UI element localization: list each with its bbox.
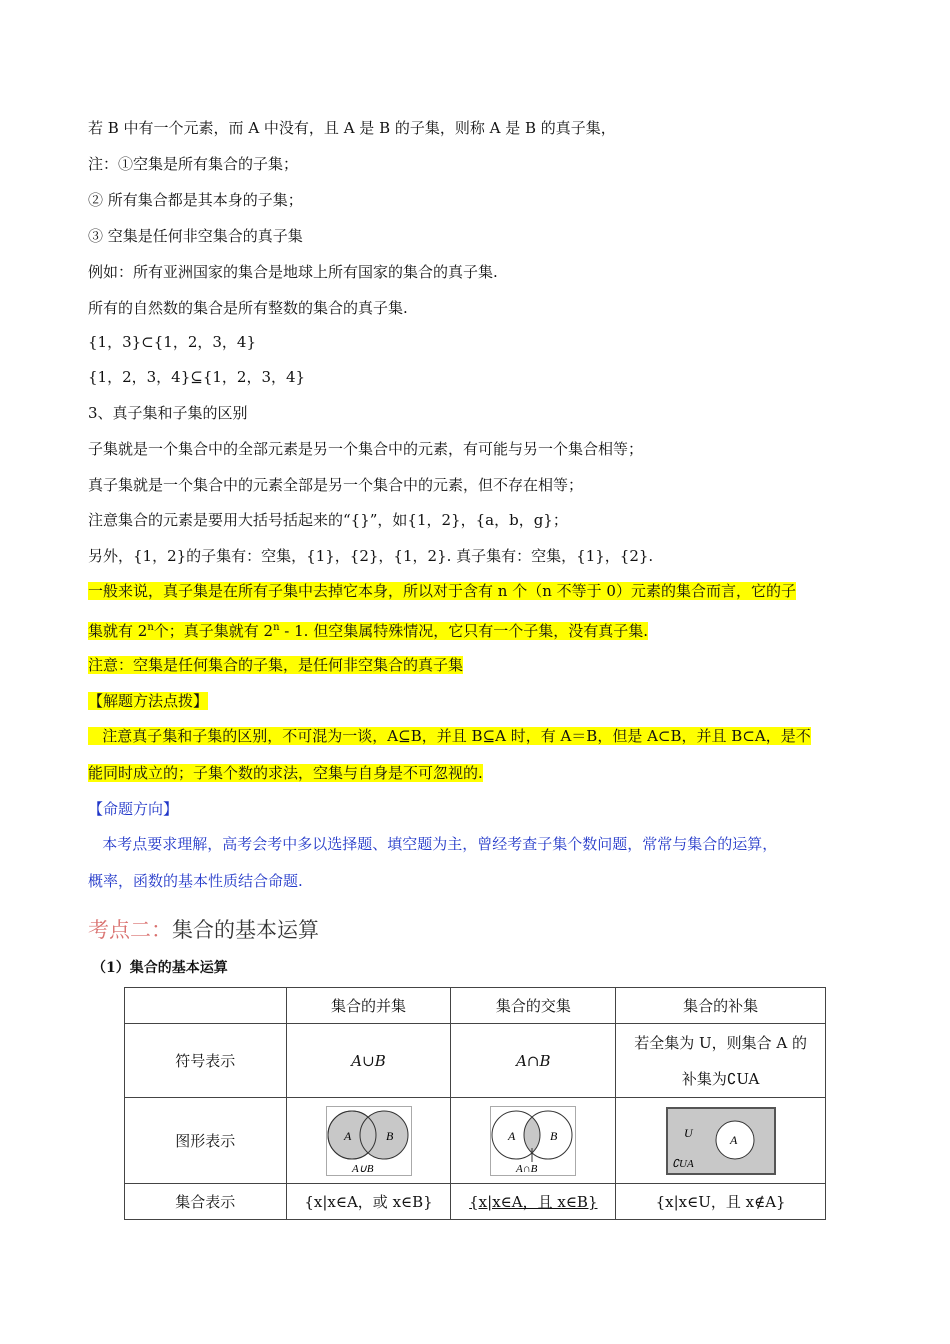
text-line: {1，3}⊂{1，2，3，4}: [88, 333, 257, 351]
table-header: 集合的并集: [286, 988, 451, 1024]
text-line: 注：①空集是所有集合的子集；: [88, 155, 299, 173]
table-cell: {x|x∈U，且 x∉A}: [616, 1184, 826, 1220]
table-header: 集合的交集: [451, 988, 616, 1024]
text-line: 例如：所有亚洲国家的集合是地球上所有国家的集合的真子集.: [88, 263, 498, 281]
venn-caption: A∪B: [351, 1162, 374, 1175]
section-title: 3、真子集和子集的区别: [88, 404, 248, 422]
direction-title: 【命题方向】: [88, 800, 179, 818]
highlighted-line: 注意：空集是任何集合的子集，是任何非空集合的真子集: [88, 656, 464, 674]
table-cell: [125, 988, 287, 1024]
row-label: 集合表示: [125, 1184, 287, 1220]
row-label: 图形表示: [125, 1098, 287, 1184]
table-cell: 若全集为 U，则集合 A 的 补集为∁UA: [616, 1024, 826, 1098]
venn-label-a: A: [343, 1128, 351, 1143]
text-line: 子集就是一个集合中的全部元素是另一个集合中的元素，有可能与另一个集合相等；: [88, 440, 644, 458]
text-line: ② 所有集合都是其本身的子集；: [88, 191, 303, 209]
method-title: 【解题方法点拨】: [88, 692, 209, 710]
venn-caption: A∩B: [516, 1162, 538, 1175]
table-header: 集合的补集: [616, 988, 826, 1024]
venn-label-b: B: [550, 1128, 558, 1143]
venn-caption: ∁UA: [671, 1157, 694, 1170]
text-line: 所有的自然数的集合是所有整数的集合的真子集.: [88, 299, 408, 317]
text-line: 概率，函数的基本性质结合命题.: [88, 872, 303, 890]
venn-circle-b: [360, 1111, 408, 1159]
text-line: ③ 空集是任何非空集合的真子集: [88, 227, 303, 245]
highlighted-line: 能同时成立的；子集个数的求法，空集与自身是不可忽视的.: [88, 764, 483, 782]
highlighted-line: 一般来说，真子集是在所有子集中去掉它本身，所以对于含有 n 个（n 不等于 0）元素的集合而言，它的子: [88, 582, 796, 600]
complement-venn-diagram: [666, 1107, 776, 1175]
table-row: [125, 1024, 826, 1098]
operations-table: [124, 987, 826, 1220]
table-row: [125, 1098, 826, 1184]
page-title: 考点二：集合的基本运算: [88, 918, 319, 942]
table-cell: [616, 1098, 826, 1184]
table-cell: [451, 1098, 616, 1184]
union-venn-diagram: [326, 1106, 412, 1176]
table-row: [125, 1184, 826, 1220]
table-cell: A∩B: [451, 1024, 616, 1098]
venn-label-b: B: [385, 1128, 393, 1143]
table-cell: [286, 1098, 451, 1184]
venn-label-a: A: [729, 1132, 737, 1147]
venn-label-u: U: [683, 1125, 693, 1140]
table-row: [125, 988, 826, 1024]
table-cell: {x|x∈A，或 x∈B}: [286, 1184, 451, 1220]
text-line: {1，2，3，4}⊆{1，2，3，4}: [88, 368, 306, 386]
highlighted-line: 注意真子集和子集的区别，不可混为一谈，A⊆B，并且 B⊆A 时，有 A＝B，但是 A⊂B，并且 B⊂A，是不: [88, 727, 811, 745]
text-line: 注意集合的元素是要用大括号括起来的“{}”，如{1，2}，{a，b，g}；: [88, 511, 568, 529]
row-label: 符号表示: [125, 1024, 287, 1098]
subheading: （1）集合的基本运算: [92, 960, 228, 976]
highlighted-line: 集就有 2$^n$个；真子集就有 2$^n$ - 1. 但空集属特殊情况，它只有一个子集，没有真子集.: [88, 622, 648, 640]
text-line: 另外，{1，2}的子集有：空集，{1}，{2}，{1，2}. 真子集有：空集，{1}，{2}.: [88, 547, 654, 565]
table-cell: A∪B: [286, 1024, 451, 1098]
intersection-venn-diagram: [490, 1106, 576, 1176]
text-line: 真子集就是一个集合中的元素全部是另一个集合中的元素，但不存在相等；: [88, 476, 584, 494]
table-cell: {x|x∈A，且 x∈B}: [451, 1184, 616, 1220]
text-line: 本考点要求理解，高考会考中多以选择题、填空题为主，曾经考查子集个数问题，常常与集合的运算，: [88, 835, 778, 853]
text-line: 若 B 中有一个元素，而 A 中没有，且 A 是 B 的子集，则称 A 是 B 的真子集，: [88, 119, 616, 137]
venn-label-a: A: [508, 1128, 516, 1143]
